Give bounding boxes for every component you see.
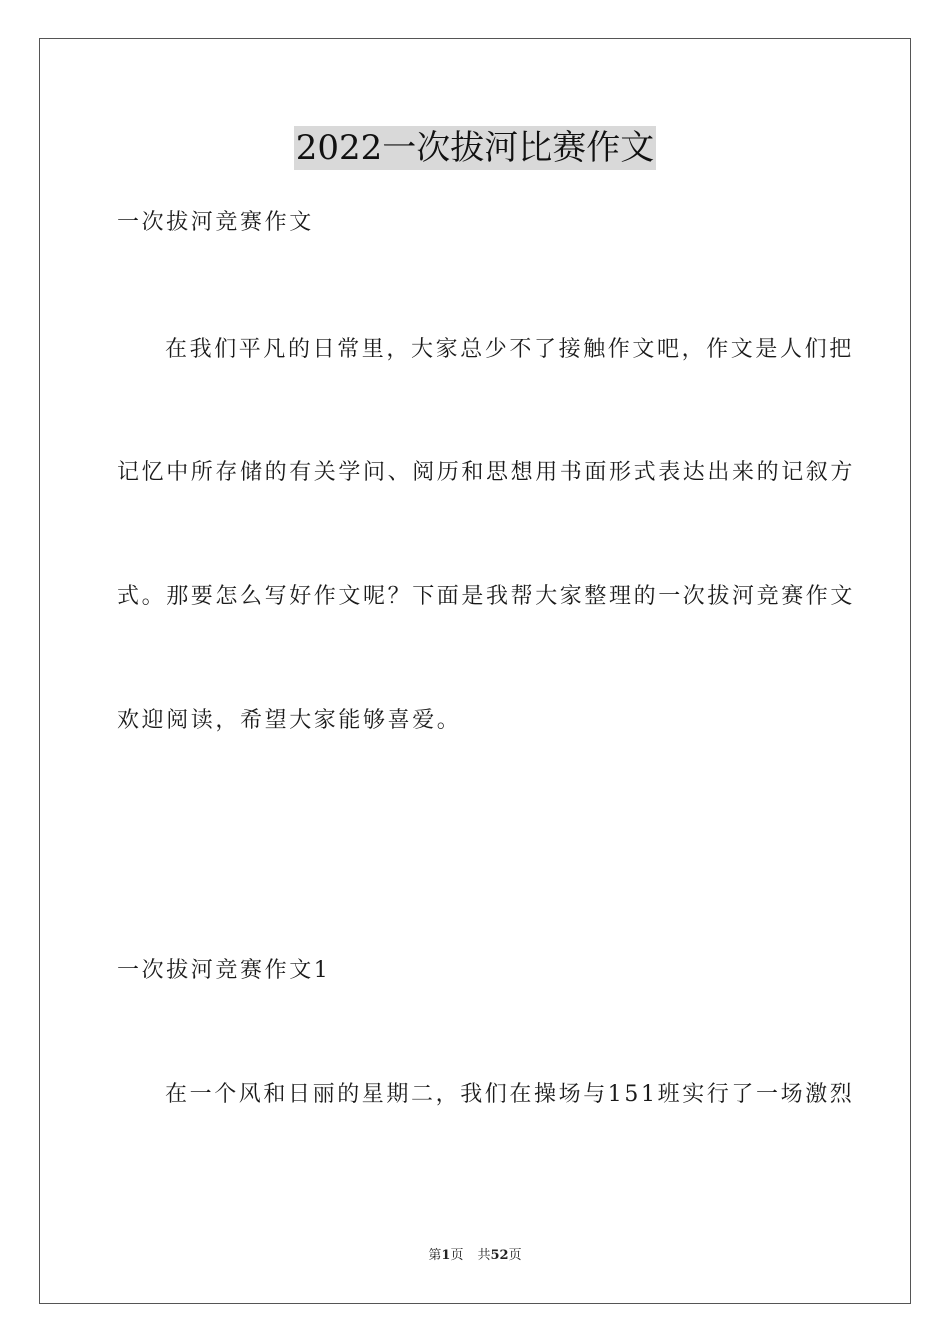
document-subtitle: 一次拔河竞赛作文 [117,210,314,235]
section-heading: 一次拔河竞赛作文1 [117,958,331,983]
page-suffix: 页 [450,1248,464,1263]
intro-line-2: 记忆中所存储的有关学问、阅历和思想用书面形式表达出来的记叙方 [117,460,856,485]
section-line-1: 在一个风和日丽的星期二，我们在操场与151班实行了一场激烈 [165,1082,855,1107]
intro-line-4: 欢迎阅读，希望大家能够喜爱。 [117,708,462,733]
page-number: 1 [441,1248,451,1263]
total-prefix: 共 [477,1248,491,1263]
intro-line-1: 在我们平凡的日常里，大家总少不了接触作文吧，作文是人们把 [165,337,854,362]
total-pages: 52 [490,1248,509,1263]
intro-line-3: 式。那要怎么写好作文呢？下面是我帮大家整理的一次拔河竞赛作文 [117,584,856,609]
title-container [0,126,950,170]
page-prefix: 第 [428,1248,442,1263]
total-suffix: 页 [508,1248,522,1263]
page-footer [0,1247,950,1265]
document-title: 2022一次拔河比赛作文 [295,128,655,168]
